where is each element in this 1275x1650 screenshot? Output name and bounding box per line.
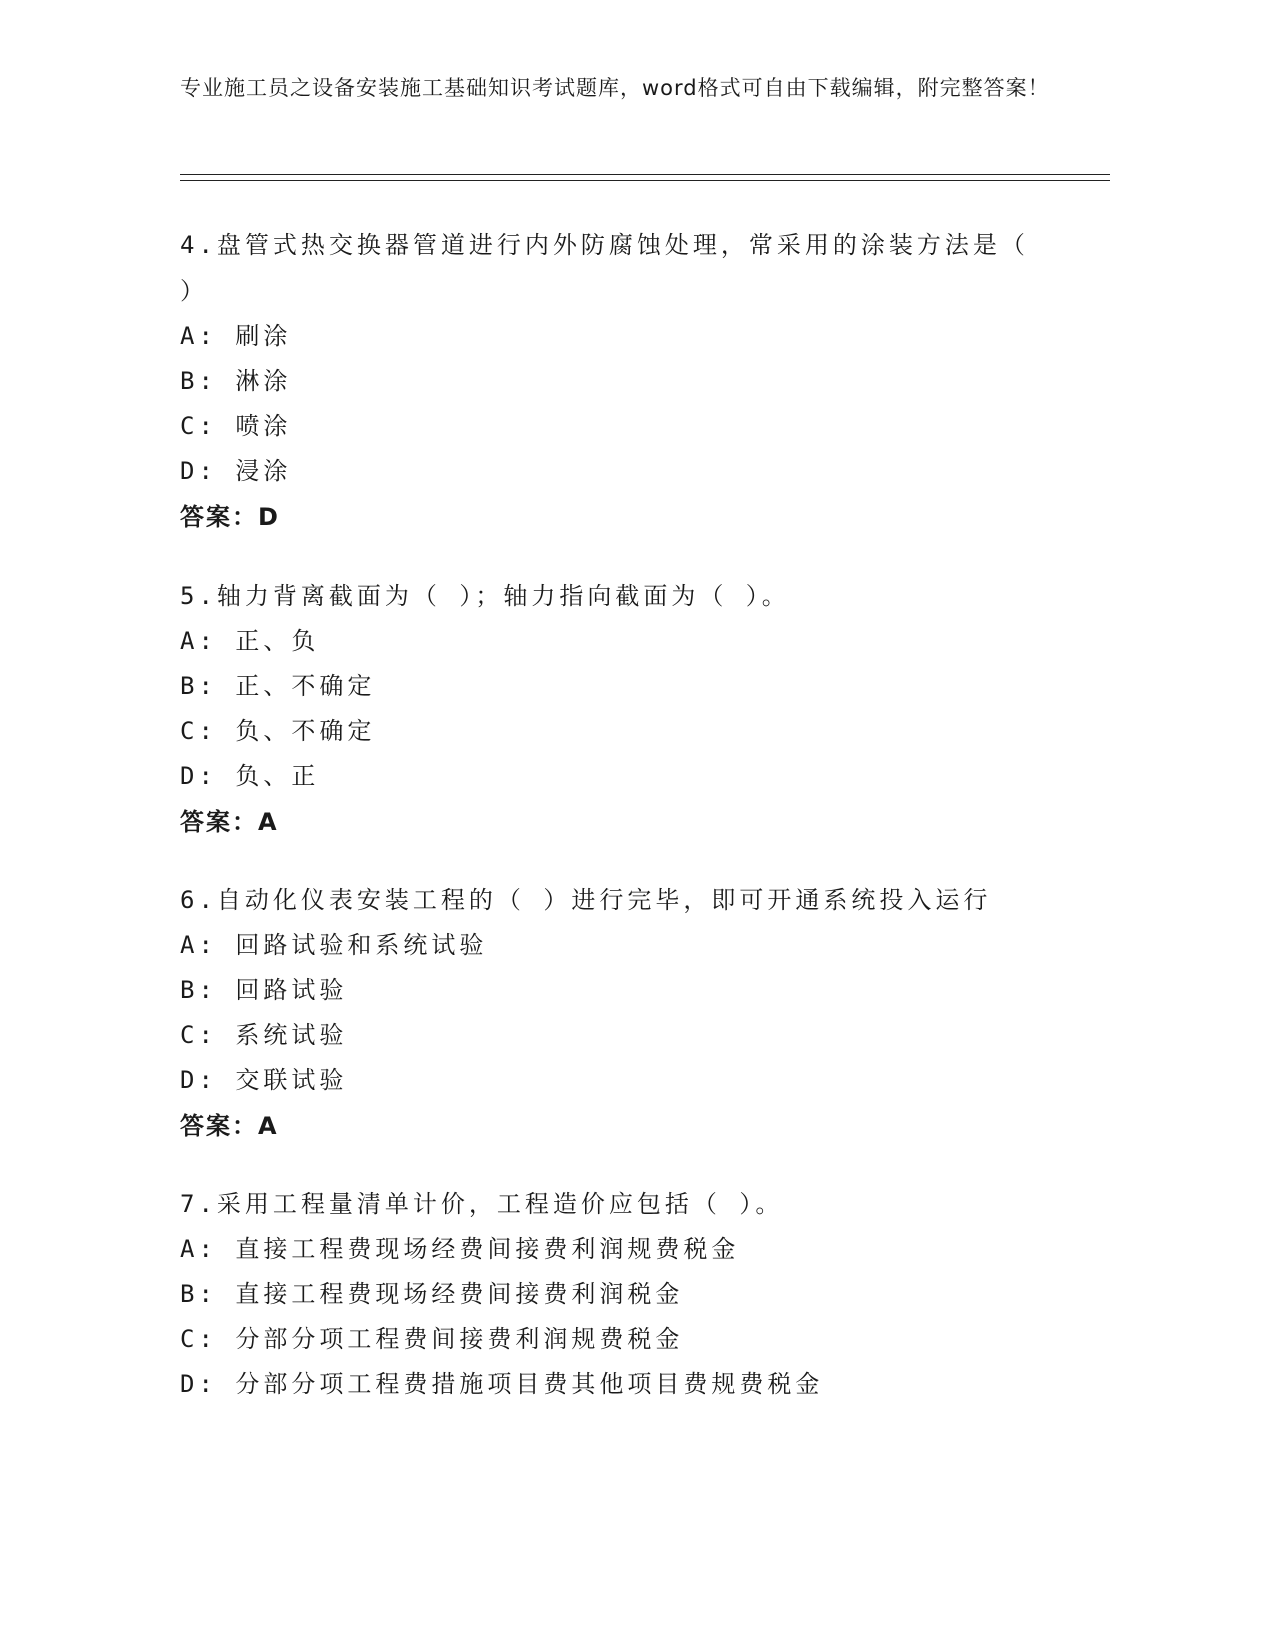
option-d: D: 分部分项工程费措施项目费其他项目费规费税金 [180, 1370, 824, 1398]
answer-line: 答案：A [180, 1112, 279, 1140]
option-a: A: 回路试验和系统试验 [180, 931, 488, 959]
question-7 [180, 1181, 1060, 1407]
option-c: C: 系统试验 [180, 1021, 348, 1049]
header-divider-top [180, 174, 1110, 175]
question-5 [180, 573, 1060, 845]
option-c: C: 负、不确定 [180, 717, 376, 745]
question-stem: 4.盘管式热交换器管道进行内外防腐蚀处理，常采用的涂装方法是（ ） [180, 231, 1029, 305]
page-header: 专业施工员之设备安装施工基础知识考试题库，word格式可自由下载编辑，附完整答案！ [180, 76, 1050, 100]
option-b: B: 正、不确定 [180, 672, 376, 700]
option-c: C: 喷涂 [180, 412, 292, 440]
question-stem: 6.自动化仪表安装工程的（ ）进行完毕，即可开通系统投入运行 [180, 886, 992, 914]
option-b: B: 淋涂 [180, 367, 292, 395]
question-4 [180, 222, 1060, 540]
option-b: B: 回路试验 [180, 976, 348, 1004]
option-a: A: 正、负 [180, 627, 320, 655]
option-a: A: 刷涂 [180, 322, 292, 350]
option-d: D: 交联试验 [180, 1066, 348, 1094]
option-a: A: 直接工程费现场经费间接费利润规费税金 [180, 1235, 740, 1263]
option-c: C: 分部分项工程费间接费利润规费税金 [180, 1325, 684, 1353]
question-stem: 7.采用工程量清单计价，工程造价应包括（ ）。 [180, 1190, 784, 1218]
option-b: B: 直接工程费现场经费间接费利润税金 [180, 1280, 684, 1308]
header-divider-bottom [180, 180, 1110, 181]
question-stem: 5.轴力背离截面为（ ）；轴力指向截面为（ ）。 [180, 582, 790, 610]
option-d: D: 负、正 [180, 762, 320, 790]
answer-line: 答案：D [180, 503, 280, 531]
option-d: D: 浸涂 [180, 457, 292, 485]
answer-line: 答案：A [180, 808, 279, 836]
question-6 [180, 877, 1060, 1149]
